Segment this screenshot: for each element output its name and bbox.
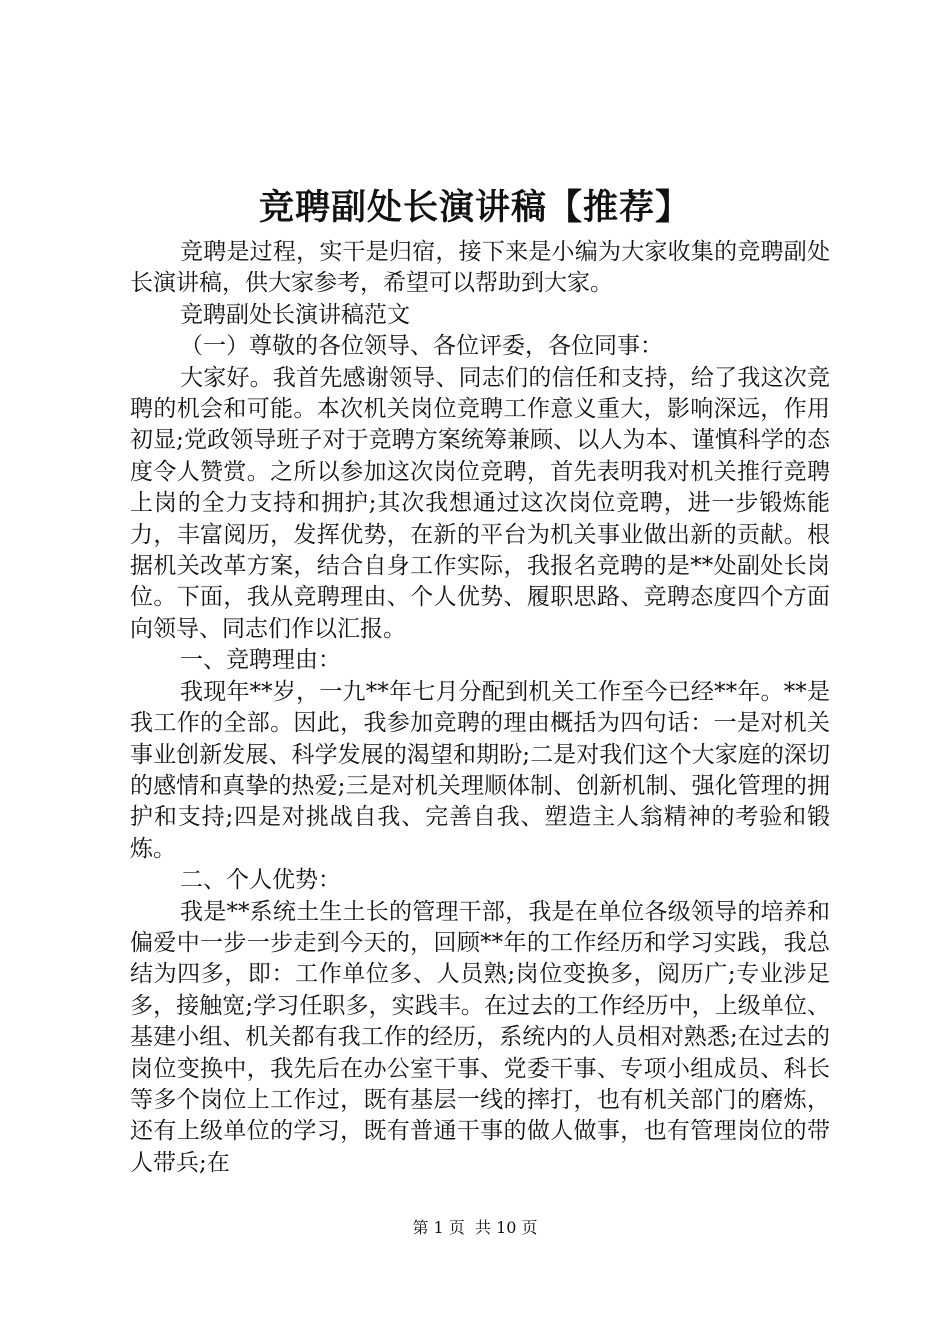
section-heading: 竞聘副处长演讲稿范文 [180, 301, 410, 328]
salutation: （一）尊敬的各位领导、各位评委，各位同事： [180, 333, 663, 360]
section-heading: 二、个人优势： [180, 867, 341, 894]
body-paragraph: 我现年**岁，一九**年七月分配到机关工作至今已经**年。**是我工作的全部。因此，我参加竞聘的理由概括为四句话：一是对机关事业创新发展、科学发展的渴望和期盼;二是对我们这个大家庭的深切的感情和真挚的热爱;三是对机关理顺体制、创新机制、强化管理的拥护和支持;四是对挑战自我、完善自我、塑造主人翁精神的考验和锻炼。 [130, 678, 830, 862]
body-paragraph: 我是**系统土生土长的管理干部，我是在单位各级领导的培养和偏爱中一步一步走到今天的，回顾**年的工作经历和学习实践，我总结为四多，即：工作单位多、人员熟;岗位变换多，阅历广;专业涉足多，接触宽;学习任职多，实践丰。在过去的工作经历中，上级单位、基建小组、机关都有我工作的经历，系统内的人员相对熟悉;在过去的岗位变换中，我先后在办公室干事、党委干事、专项小组成员、科长等多个岗位上工作过，既有基层一线的摔打，也有机关部门的磨炼，还有上级单位的学习，既有普通干事的做人做事，也有管理岗位的带人带兵;在 [130, 898, 830, 1176]
document-title: 竞聘副处长演讲稿【推荐】 [258, 187, 691, 228]
body-paragraph: 大家好。我首先感谢领导、同志们的信任和支持，给了我这次竞聘的机会和可能。本次机关岗位竞聘工作意义重大，影响深远，作用初显;党政领导班子对于竞聘方案统筹兼顾、以人为本、谨慎科学的态度令人赞赏。之所以参加这次岗位竞聘，首先表明我对机关推行竞聘上岗的全力支持和拥护;其次我想通过这次岗位竞聘，进一步锻炼能力，丰富阅历，发挥优势，在新的平台为机关事业做出新的贡献。根据机关改革方案，结合自身工作实际，我报名竞聘的是**处副处长岗位。下面，我从竞聘理由、个人优势、履职思路、竞聘态度四个方面向领导、同志们作以汇报。 [130, 364, 830, 642]
document-body [130, 237, 830, 1179]
page-footer: 第 1 页 共 10 页 [412, 1218, 538, 1237]
intro-paragraph: 竞聘是过程，实干是归宿，接下来是小编为大家收集的竞聘副处长演讲稿，供大家参考，希望可以帮助到大家。 [130, 239, 830, 297]
section-heading: 一、竞聘理由： [180, 647, 341, 674]
